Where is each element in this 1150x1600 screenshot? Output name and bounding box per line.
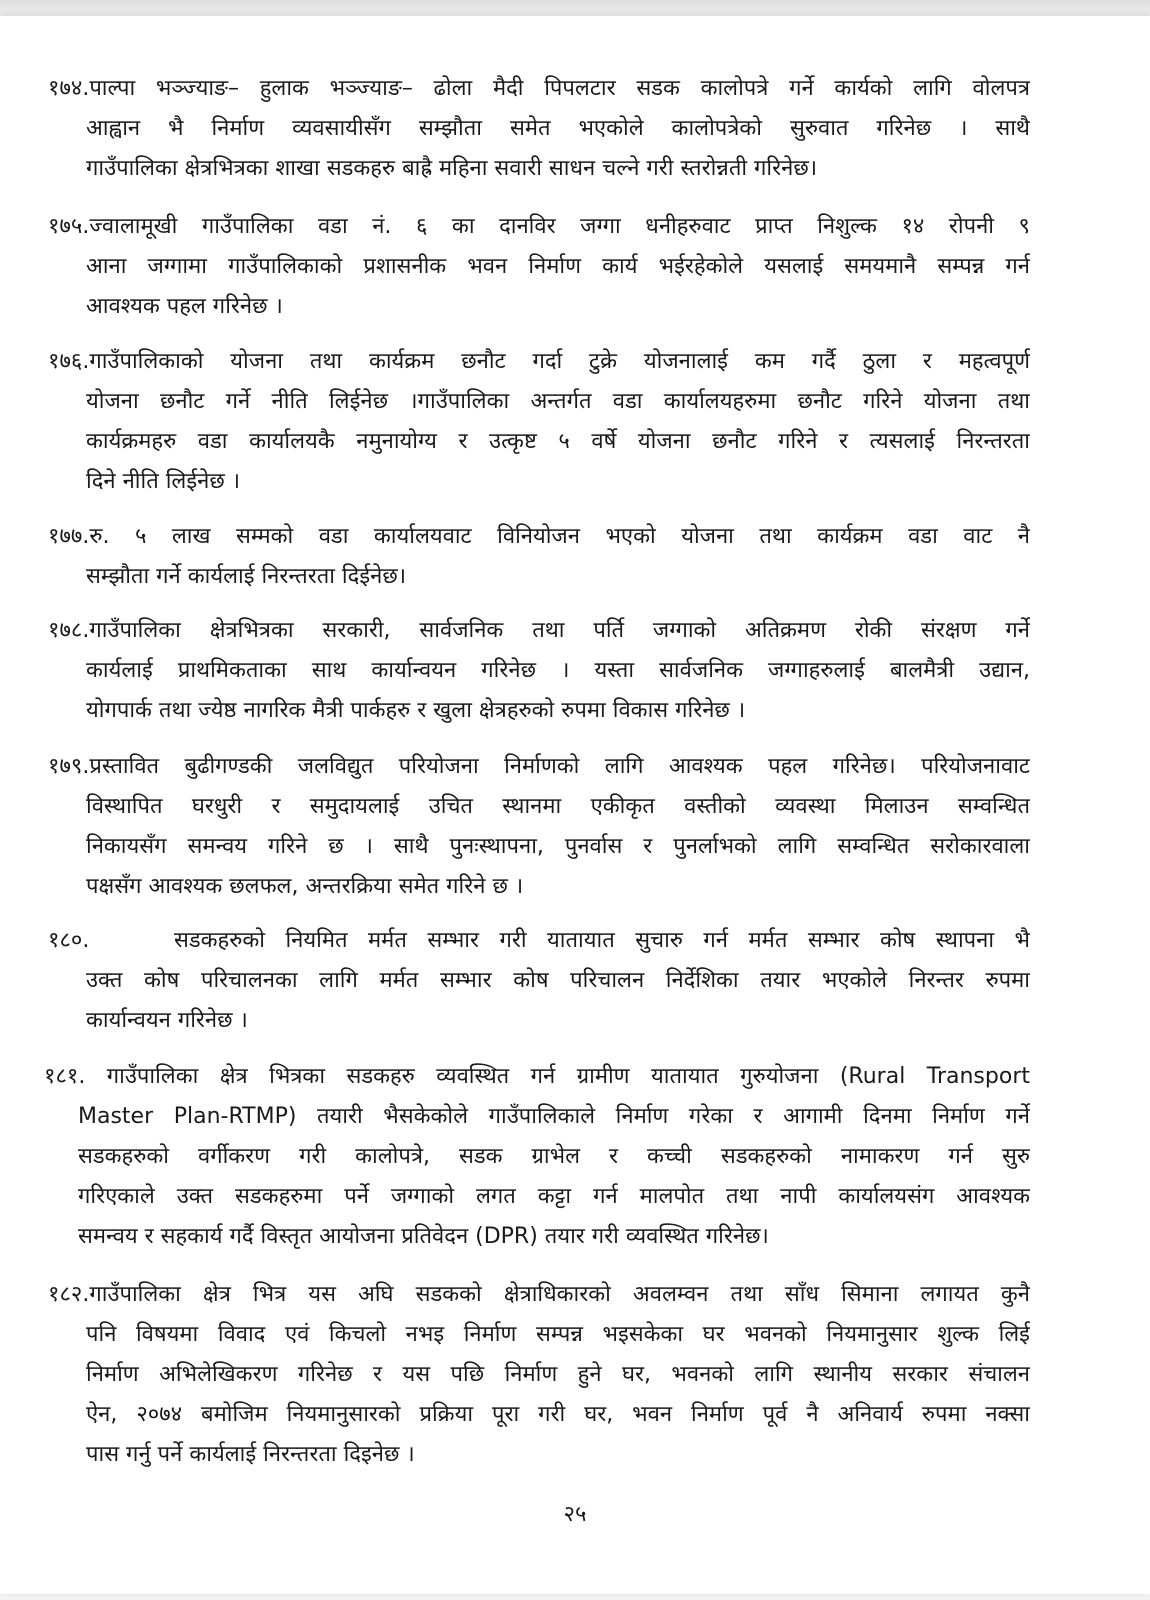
paragraph-179-line-1: १७९.प्रस्तावित बुढीगण्डकी जलविद्युत परियोजना निर्माणको लागि आवश्यक पहल गरिनेछ। परियोजनावाट [48, 754, 1030, 779]
paragraph-176-line-3: कार्यक्रमहरु वडा कार्यालयकै नमुनायोग्य र उत्कृष्ट ५ वर्षे योजना छनौट गरिने र त्यसलाई निरन्तरता [86, 429, 1030, 454]
paragraph-175-line-3: आवश्यक पहल गरिनेछ । [86, 294, 283, 319]
paragraph-176-line-1: १७६.गाउँपालिकाको योजना तथा कार्यक्रम छनौट गर्दा टुक्रे योजनालाई कम गर्दै ठुला र महत्वपूर्ण [48, 349, 1030, 374]
paragraph-177-line-2: सम्झौता गर्ने कार्यलाई निरन्तरता दिईनेछ। [86, 564, 407, 589]
paragraph-182-line-5: पास गर्नु पर्ने कार्यलाई निरन्तरता दिइनेछ । [86, 1442, 415, 1467]
paragraph-181-line-2: Master Plan-RTMP) तयारी भैसकेकोले गाउँपालिकाले निर्माण गरेका र आगामी दिनमा निर्माण गर्ने [78, 1104, 1030, 1129]
paragraph-176-line-2: योजना छनौट गर्ने नीति लिईनेछ ।गाउँपालिका अन्तर्गत वडा कार्यालयहरुमा छनौट गरिने योजना तथा [86, 389, 1030, 414]
paragraph-178-line-2: कार्यलाई प्राथमिकताका साथ कार्यान्वयन गरिनेछ । यस्ता सार्वजनिक जग्गाहरुलाई बालमैत्री उद्यान, [86, 658, 1030, 683]
paragraph-179-line-3: निकायसँग समन्वय गरिने छ । साथै पुनःस्थापना, पुनर्वास र पुनर्लाभको लागि सम्वन्धित सरोकारवाला [86, 834, 1030, 859]
paragraph-181-line-3: सडकहरुको वर्गीकरण गरी कालोपत्रे, सडक ग्राभेल र कच्ची सडकहरुको नामाकरण गर्न सुरु [78, 1144, 1030, 1169]
paragraph-180-line-1: सडकहरुको नियमित मर्मत सम्भार गरी यातायात सुचारु गर्न मर्मत सम्भार कोष स्थापना भै [174, 928, 1030, 953]
paragraph-182-line-1: १८२.गाउँपालिका क्षेत्र भित्र यस अघि सडकको क्षेत्राधिकारको अवलम्वन तथा साँध सिमाना लगायत कुनै [48, 1282, 1030, 1307]
paragraph-180-line-3: कार्यान्वयन गरिनेछ । [86, 1008, 248, 1033]
paragraph-175-line-2: आना जग्गामा गाउँपालिकाको प्रशासनीक भवन निर्माण कार्य भईरहेकोले यसलाई समयमानै सम्पन्न गर्न [86, 254, 1030, 279]
paragraph-174-line-3: गाउँपालिका क्षेत्रभित्रका शाखा सडकहरु बाह्रै महिना सवारी साधन चल्ने गरी स्तरोन्नती गरिनेछ। [86, 156, 818, 181]
paragraph-178-line-3: योगपार्क तथा ज्येष्ठ नागरिक मैत्री पार्कहरु र खुला क्षेत्रहरुको रुपमा विकास गरिनेछ । [86, 698, 746, 723]
window-top-band [0, 0, 1150, 16]
paragraph-179-line-4: पक्षसँग आवश्यक छलफल, अन्तरक्रिया समेत गरिने छ । [86, 874, 524, 899]
paragraph-182-line-3: निर्माण अभिलेखिकरण गरिनेछ र यस पछि निर्माण हुने घर, भवनको लागि स्थानीय सरकार संचालन [86, 1362, 1030, 1387]
paragraph-181-line-5: समन्वय र सहकार्य गर्दै विस्तृत आयोजना प्रतिवेदन (DPR) तयार गरी व्यवस्थित गरिनेछ। [78, 1224, 769, 1249]
paragraph-175-line-1: १७५.ज्वालामूखी गाउँपालिका वडा नं. ६ का दानविर जग्गा धनीहरुवाट प्राप्त निशुल्क १४ रोपनी ९ [48, 214, 1030, 239]
paragraph-176-line-4: दिने नीति लिईनेछ । [86, 469, 241, 494]
paragraph-179-line-2: विस्थापित घरधुरी र समुदायलाई उचित स्थानमा एकीकृत वस्तीको व्यवस्था मिलाउन सम्वन्धित [86, 794, 1030, 819]
paragraph-174-line-2: आह्वान भै निर्माण व्यवसायीसँग सम्झौता समेत भएकोले कालोपत्रेको सुरुवात गरिनेछ । साथै [86, 116, 1030, 141]
paragraph-174-line-1: १७४.पाल्पा भञ्ज्याङ– हुलाक भञ्ज्याङ– ढोला मैदी पिपलटार सडक कालोपत्रे गर्ने कार्यको लागि वोलपत्र [48, 76, 1030, 101]
page-number: २५ [563, 1502, 587, 1527]
paragraph-177-line-1: १७७.रु. ५ लाख सम्मको वडा कार्यालयवाट विनियोजन भएको योजना तथा कार्यक्रम वडा वाट नै [48, 524, 1030, 549]
paragraph-180-number: १८०. [48, 928, 90, 953]
paragraph-181-line-4: गरिएकाले उक्त सडकहरुमा पर्ने जग्गाको लगत कट्टा गर्न मालपोत तथा नापी कार्यालयसंग आवश्यक [78, 1184, 1030, 1209]
paragraph-180-line-2: उक्त कोष परिचालनका लागि मर्मत सम्भार कोष परिचालन निर्देशिका तयार भएकोले निरन्तर रुपमा [86, 968, 1030, 993]
paragraph-181-line-1: १८१. गाउँपालिका क्षेत्र भित्रका सडकहरु व्यवस्थित गर्न ग्रामीण यातायात गुरुयोजना (Rural Transport [44, 1064, 1030, 1089]
paragraph-182-line-4: ऐन, २०७४ बमोजिम नियमानुसारको प्रक्रिया पूरा गरी घर, भवन निर्माण पूर्व नै अनिवार्य रुपमा नक्सा [86, 1402, 1030, 1427]
paragraph-178-line-1: १७८.गाउँपालिका क्षेत्रभित्रका सरकारी, सार्वजनिक तथा पर्ति जग्गाको अतिक्रमण रोकी संरक्षण गर्ने [48, 618, 1030, 643]
paragraph-182-line-2: पनि विषयमा विवाद एवं किचलो नभइ निर्माण सम्पन्न भइसकेका घर भवनको नियमानुसार शुल्क लिई [86, 1322, 1030, 1347]
